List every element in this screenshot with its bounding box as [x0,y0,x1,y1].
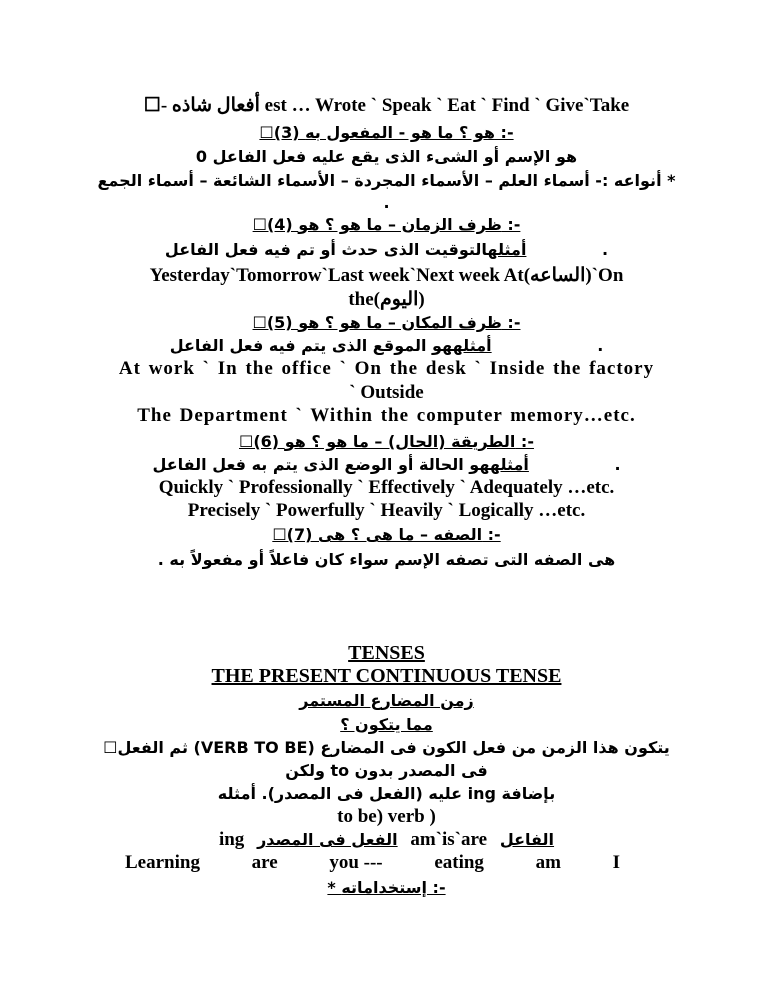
formula-subject: الفاعل [499,830,555,849]
example-word: Learning [125,852,200,873]
present-continuous-title: THE PRESENT CONTINUOUS TENSE [211,665,562,687]
formation-line-1: ☐ثم الفعل (VERB TO BE) يتكون هذا الزمن من فعل الكون فى المضارع [103,738,670,757]
composition-question: مما يتكون ؟ [340,715,433,734]
place-adverb-definition [90,334,683,358]
place-examples-line-1: At work ` In the office ` On the desk ` Inside the factory [118,358,655,379]
formula-verb: الفعل فى المصدر [257,830,398,849]
arabic-tense-title: زمن المضارع المستمر [299,691,474,710]
object-definition: هو الإسم أو الشىء الذى يقع عليه فعل الفاعل 0 [195,147,578,166]
example-word: you --- [329,852,383,873]
example-sentence-row [125,851,620,875]
manner-definition-text: هو الحالة أو الوضع الذى يتم به فعل الفاعل . [152,455,621,474]
time-definition-text: التوقيت الذى حدث أو تم فيه فعل الفاعل . [164,240,609,259]
place-examples-label: أمثله [452,336,492,355]
formula-line [90,828,683,852]
example-word: are [251,852,278,873]
manner-heading: ☐(6) الطريقة (الحال) – ما هو ؟ هو :- [239,432,534,451]
separator-dot: . [383,193,390,212]
time-examples-label: أمثله [487,240,527,259]
example-word: am [535,852,561,873]
place-definition-text: هو الموقع الذى يتم فيه فعل الفاعل . [169,336,604,355]
time-examples-line-1: Yesterday`Tomorrow`Last week`Next week At(الساعه)`On [149,265,624,286]
time-examples-line-2: the(اليوم) [348,289,425,310]
place-examples-line-3: The Department ` Within the computer memory…etc. [137,405,636,426]
tenses-title: TENSES [348,642,425,664]
object-heading: ☐(3) هو ؟ ما هو - المفعول به :- [259,123,514,142]
uses-heading: * إستخداماته :- [327,878,446,897]
formula-be: am`is`are [410,829,488,850]
time-adverb-definition [90,238,683,262]
formula-ing: ing [218,829,245,850]
object-types: أنواعه :- أسماء العلم – الأسماء المجردة – الأسماء الشائعة – أسماء الجمع * [97,171,676,190]
irregular-verbs-line: ☐- أفعال شاذه est … Wrote ` Speak ` Eat ` Find ` Give`Take [143,95,630,116]
manner-examples-line-1: Quickly ` Professionally ` Effectively ` Adequately …etc. [158,477,615,498]
formation-line-2: ولكن to فى المصدر بدون [285,761,488,780]
adjective-definition: . هى الصفه التى تصفه الإسم سواء كان فاعلاً أو مفعولاً به [157,550,616,569]
place-examples-line-2: ` Outside [349,382,424,403]
time-adverb-heading: ☐(4) ظرف الزمان – ما هو ؟ هو :- [252,215,521,234]
manner-definition [90,453,683,477]
manner-examples-label: أمثله [489,455,529,474]
example-word: eating [434,852,484,873]
formation-line-4: to be) verb ) [337,806,436,827]
formation-line-3: عليه (الفعل فى المصدر). أمثله ing بإضافة [217,784,556,803]
manner-examples-line-2: Precisely ` Powerfully ` Heavily ` Logically …etc. [187,500,586,521]
example-word: I [612,852,620,873]
adjective-heading: ☐(7) الصفه – ما هى ؟ هى :- [272,525,501,544]
place-adverb-heading: ☐(5) ظرف المكان – ما هو ؟ هو :- [252,313,521,332]
